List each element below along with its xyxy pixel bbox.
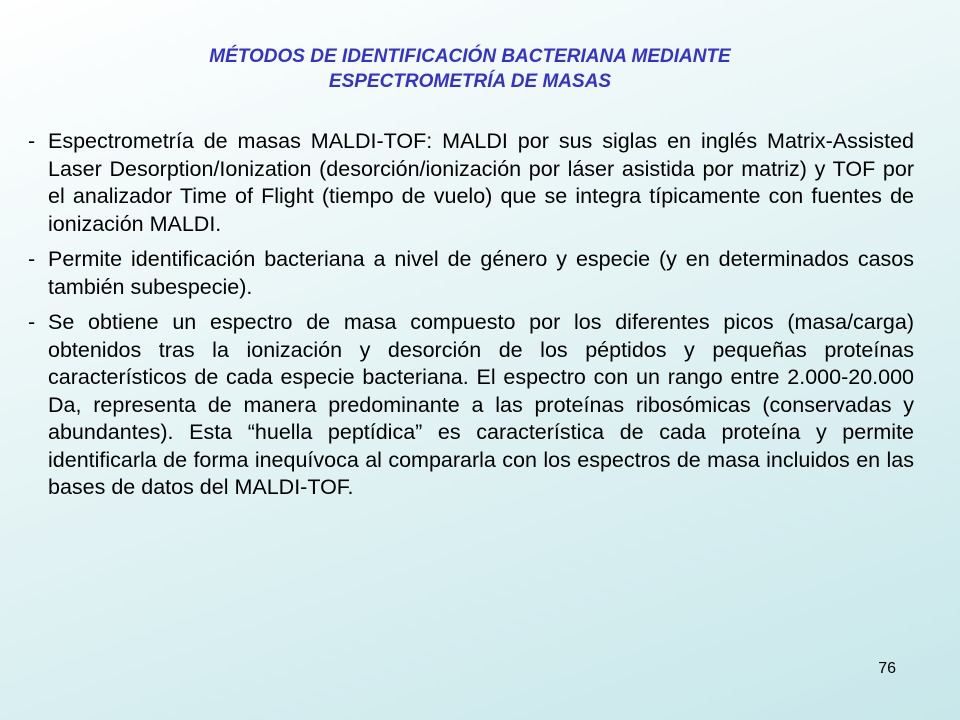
slide-title-line-1: MÉTODOS DE IDENTIFICACIÓN BACTERIANA MEDIANTE	[209, 46, 731, 67]
slide-body	[28, 128, 914, 510]
page-number: 76	[878, 660, 896, 677]
paragraph-text: Espectrometría de masas MALDI-TOF: MALDI por sus siglas en inglés Matrix-Assisted Laser Desorption/Ionization (desorción/ionización por láser asistida por matriz) y TOF por el analizador Time of Flight (tiempo de vuelo) que se integra típicamente con fuentes de ionización MALDI.	[48, 129, 914, 236]
paragraph-identificacion	[28, 246, 914, 301]
paragraph-text: Permite identificación bacteriana a nivel de género y especie (y en determinados casos también subespecie).	[48, 247, 914, 299]
paragraph-text: Se obtiene un espectro de masa compuesto por los diferentes picos (masa/carga) obtenidos tras la ionización y desorción de los péptidos y pequeñas proteínas característicos de cada especie bacteriana. El espectro con un rango entre 2.000-20.000 Da, representa de manera predominante a las proteínas ribosómicas (conservadas y abundantes). Esta “huella peptídica” es característica de cada proteína y permite identificarla de forma inequívoca al compararla con los espectros de masa incluidos en las bases de datos del MALDI-TOF.	[48, 310, 914, 499]
slide-title	[60, 44, 880, 94]
bullet-dash: -	[28, 310, 36, 334]
paragraph-espectro	[28, 309, 914, 502]
bullet-dash: -	[28, 129, 36, 153]
slide-title-line-2: ESPECTROMETRÍA DE MASAS	[328, 71, 612, 92]
paragraph-maldi-tof	[28, 128, 914, 238]
bullet-dash: -	[28, 247, 36, 271]
